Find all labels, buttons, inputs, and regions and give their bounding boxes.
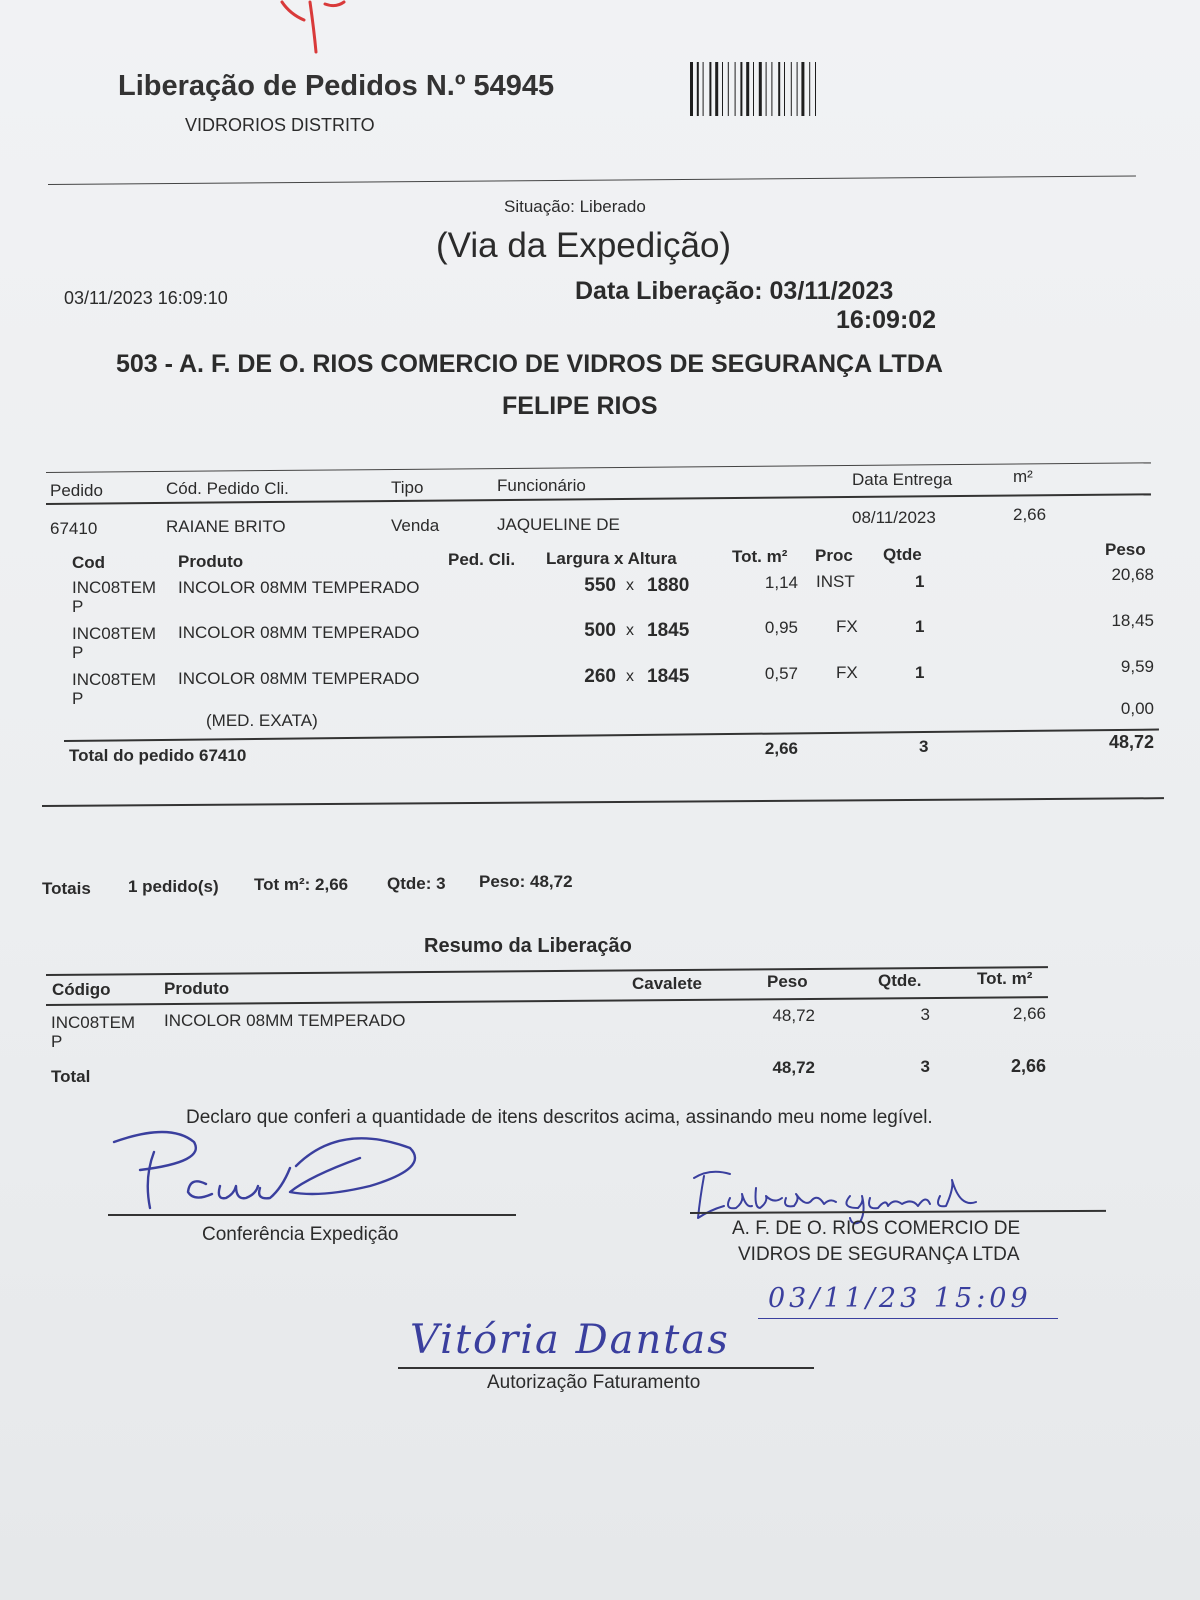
order-section-end-rule	[42, 797, 1164, 807]
col-funcionario: Funcionário	[497, 476, 586, 495]
item-peso: 20,68	[1111, 565, 1154, 584]
summary-peso: 48,72	[772, 1006, 815, 1025]
item-proc: FX	[836, 617, 858, 636]
summary-total-qtde: 3	[920, 1057, 930, 1076]
item-col-qtde: Qtde	[883, 545, 922, 564]
summary-col-codigo: Código	[52, 980, 111, 999]
order-table-top-rule	[46, 462, 1151, 473]
conferencia-signature	[110, 1128, 440, 1218]
item-produto: INCOLOR 08MM TEMPERADO	[178, 578, 420, 597]
barcode-bar	[697, 62, 699, 116]
item-peso: 9,59	[1120, 657, 1154, 676]
summary-col-tot-m2: Tot. m²	[977, 969, 1033, 988]
item-qtde: 1	[915, 572, 925, 591]
summary-tot-m2: 2,66	[1012, 1004, 1046, 1023]
item-cod-cont: P	[72, 643, 84, 662]
conferencia-label: Conferência Expedição	[202, 1224, 399, 1245]
item-col-cod: Cod	[72, 553, 106, 572]
barcode-bar	[722, 62, 723, 116]
summary-col-qtde: Qtde.	[878, 971, 922, 990]
printed-timestamp: 03/11/2023 16:09:10	[64, 288, 228, 308]
barcode-bar	[797, 62, 798, 116]
barcode-bar	[801, 62, 804, 116]
barcode-bar	[766, 62, 767, 116]
item-cod-cont: P	[72, 689, 84, 708]
order-cod-pedido-cli: RAIANE BRITO	[166, 517, 286, 536]
barcode-bar	[771, 62, 772, 116]
med-exata-note: (MED. EXATA)	[206, 711, 318, 730]
item-x: x	[626, 622, 634, 639]
totals-pedidos: 1 pedido(s)	[128, 877, 219, 896]
item-produto: INCOLOR 08MM TEMPERADO	[178, 623, 420, 642]
customer-name: 503 - A. F. DE O. RIOS COMERCIO DE VIDROS DE SEGURANÇA LTDA	[116, 350, 943, 378]
summary-codigo-cont: P	[51, 1032, 63, 1051]
declaration-text: Declaro que conferi a quantidade de itens descritos acima, assinando meu nome legível.	[186, 1107, 933, 1128]
totals-m2: Tot m²: 2,66	[254, 875, 349, 894]
col-cod-pedido-cli: Cód. Pedido Cli.	[166, 479, 289, 498]
totals-label: Totais	[42, 879, 91, 898]
item-x: x	[626, 577, 634, 594]
summary-col-produto: Produto	[164, 979, 230, 998]
company-label-line2: VIDROS DE SEGURANÇA LTDA	[738, 1244, 1020, 1265]
barcode-bar	[690, 62, 693, 116]
barcode-bar	[815, 62, 816, 116]
barcode-bar	[735, 62, 736, 116]
order-tipo: Venda	[391, 516, 440, 535]
item-cod: INC08TEM	[72, 624, 157, 643]
summary-total-peso: 48,72	[772, 1058, 815, 1077]
item-tot-m2: 0,95	[764, 618, 798, 637]
item-proc: INST	[816, 572, 855, 591]
red-marker-mark	[270, 0, 360, 60]
item-largura: 500	[584, 620, 616, 641]
conferencia-line	[108, 1214, 516, 1216]
item-proc: FX	[836, 663, 858, 682]
order-pedido: 67410	[50, 519, 98, 538]
contact-name: FELIPE RIOS	[502, 392, 658, 420]
item-col-produto: Produto	[178, 552, 244, 571]
status-text: Situação: Liberado	[504, 197, 646, 216]
item-cod: INC08TEM	[72, 578, 157, 597]
item-largura: 260	[584, 666, 616, 687]
barcode-bar	[784, 62, 785, 116]
item-altura: 1845	[647, 620, 690, 641]
company-label-line1: A. F. DE O. RIOS COMERCIO DE	[732, 1218, 1021, 1239]
order-total-qtde: 3	[919, 737, 929, 756]
autorizacao-label: Autorização Faturamento	[487, 1372, 701, 1393]
med-exata-peso: 0,00	[1120, 699, 1154, 718]
item-col-ped-cli: Ped. Cli.	[448, 550, 516, 569]
item-col-tot-m2: Tot. m²	[732, 547, 788, 566]
summary-col-cavalete: Cavalete	[632, 974, 702, 993]
handwritten-authorizer: Vitória Dantas	[410, 1317, 730, 1363]
barcode-bar	[709, 62, 711, 116]
barcode-bar	[703, 62, 704, 116]
order-total-peso: 48,72	[1108, 732, 1154, 752]
document-title: Liberação de Pedidos N.º 54945	[118, 70, 555, 102]
item-peso: 18,45	[1111, 611, 1154, 630]
col-m2: m²	[1013, 467, 1033, 486]
summary-produto: INCOLOR 08MM TEMPERADO	[164, 1011, 406, 1030]
order-m2: 2,66	[1013, 505, 1047, 524]
item-cod: INC08TEM	[72, 670, 157, 689]
barcode-bar	[746, 62, 749, 116]
item-qtde: 1	[915, 663, 925, 682]
barcode-bar	[728, 62, 729, 116]
handwritten-date-underline	[758, 1318, 1058, 1319]
summary-codigo: INC08TEM	[51, 1013, 136, 1032]
order-funcionario: JAQUELINE DE	[497, 515, 620, 534]
order-total-label: Total do pedido 67410	[69, 746, 247, 765]
item-produto: INCOLOR 08MM TEMPERADO	[178, 669, 420, 688]
release-date: Data Liberação: 03/11/2023	[575, 277, 894, 305]
summary-total-label: Total	[51, 1067, 91, 1086]
item-largura: 550	[584, 575, 616, 596]
barcode-bar	[791, 62, 792, 116]
summary-col-peso: Peso	[767, 972, 808, 991]
release-time: 16:09:02	[836, 306, 937, 334]
autorizacao-line	[398, 1367, 814, 1369]
summary-title: Resumo da Liberação	[424, 935, 632, 957]
item-qtde: 1	[915, 617, 925, 636]
item-tot-m2: 0,57	[764, 664, 798, 683]
barcode-bar	[809, 62, 810, 116]
barcode-bar	[740, 62, 742, 116]
totals-peso: Peso: 48,72	[479, 872, 573, 891]
summary-qtde: 3	[920, 1005, 930, 1024]
item-col-largura-altura: Largura x Altura	[546, 549, 677, 568]
totals-qtde: Qtde: 3	[387, 874, 446, 893]
item-x: x	[626, 668, 634, 685]
barcode-bar	[715, 62, 718, 116]
barcode-bar	[778, 62, 780, 116]
copy-label: (Via da Expedição)	[436, 226, 732, 265]
header-divider	[48, 175, 1136, 185]
order-total-m2: 2,66	[764, 739, 798, 758]
item-col-proc: Proc	[815, 546, 853, 565]
col-data-entrega: Data Entrega	[852, 470, 953, 489]
item-altura: 1880	[647, 575, 690, 596]
barcode-bar	[759, 62, 762, 116]
handwritten-date: 03/11/23 15:09	[768, 1283, 1032, 1314]
item-tot-m2: 1,14	[764, 573, 798, 592]
company-name: VIDRORIOS DISTRITO	[185, 115, 375, 135]
order-data-entrega: 08/11/2023	[852, 508, 936, 527]
item-col-peso: Peso	[1105, 540, 1146, 559]
barcode	[690, 62, 880, 118]
item-altura: 1845	[647, 666, 690, 687]
item-cod-cont: P	[72, 597, 84, 616]
col-pedido: Pedido	[50, 481, 103, 500]
barcode-bar	[753, 62, 754, 116]
summary-total-m2: 2,66	[1010, 1056, 1046, 1076]
col-tipo: Tipo	[391, 478, 424, 497]
